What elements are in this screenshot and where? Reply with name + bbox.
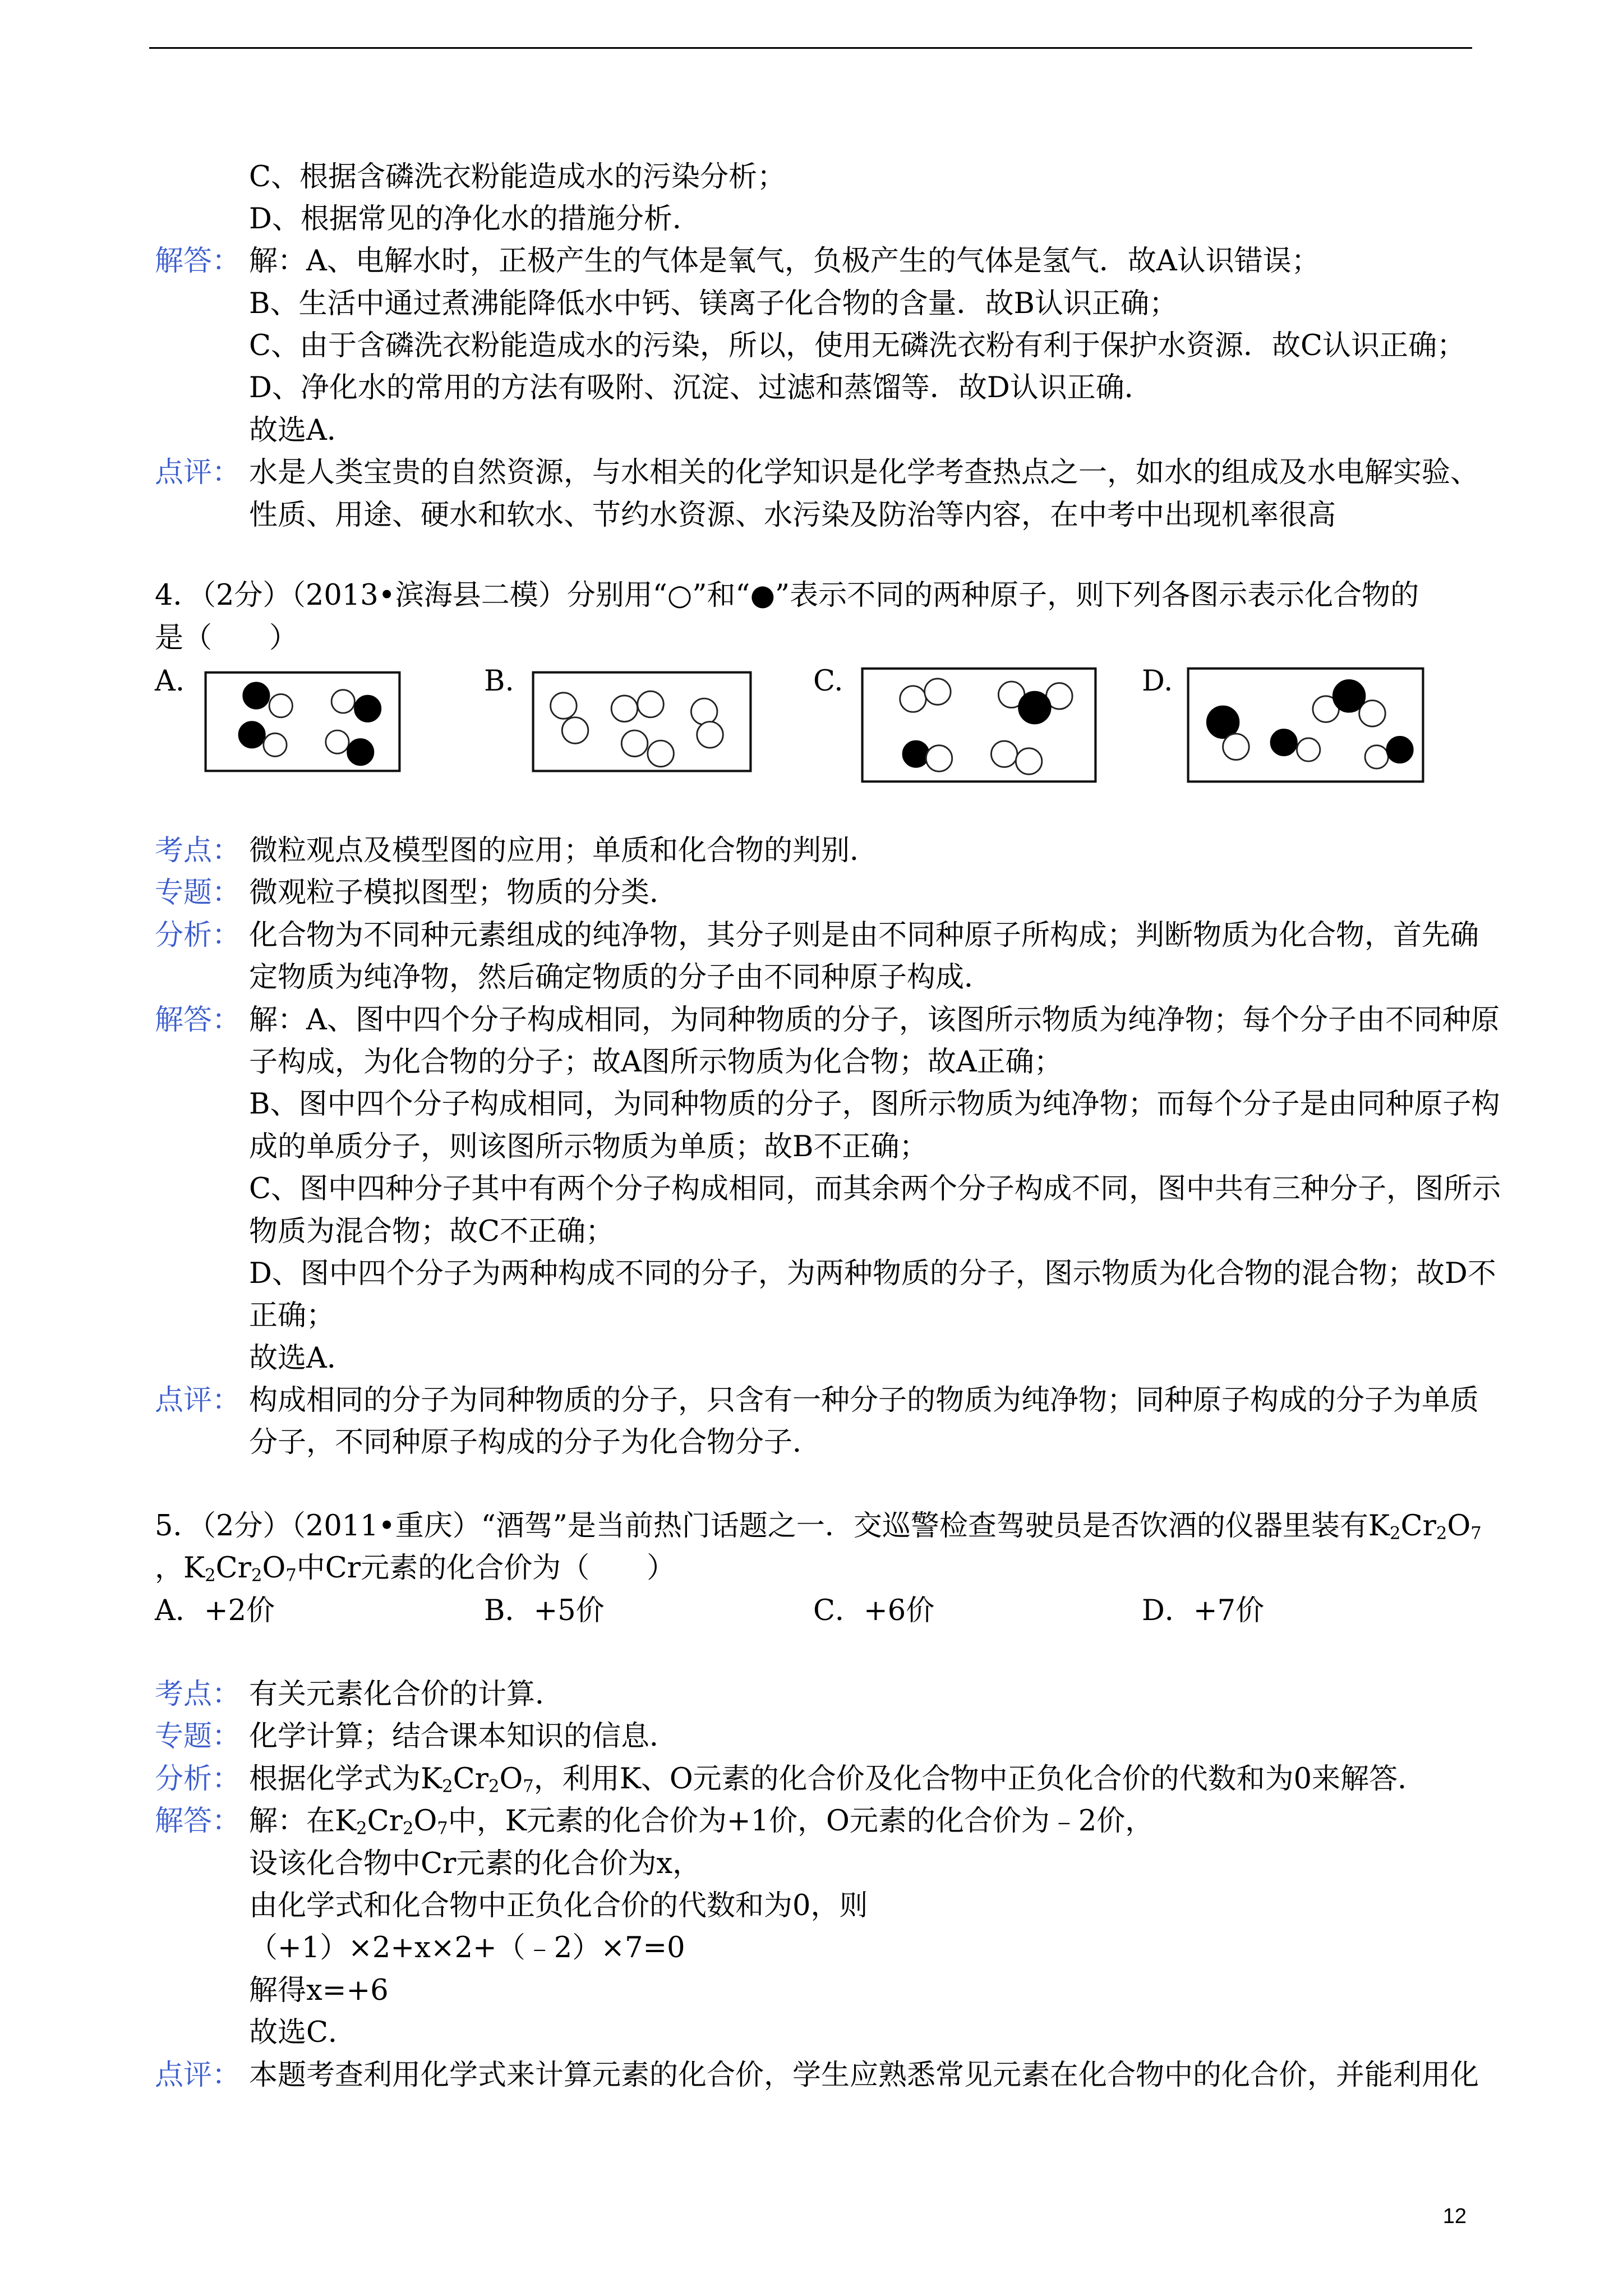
formula-subscript: 2 <box>251 1566 262 1586</box>
formula-element: Cr <box>453 1762 488 1796</box>
q4-answer-line: 故选A． <box>249 1341 356 1375</box>
text-line <box>155 283 1501 325</box>
formula-subscript: 7 <box>437 1819 448 1839</box>
q5-answer-line <box>249 1800 1154 1842</box>
formula-element: K <box>421 1762 442 1796</box>
q3-comment-line: 性质、用途、硬水和软水、节约水资源、水污染及防治等内容，在中考中出现机率很高 <box>249 498 1336 532</box>
formula-element: O <box>499 1762 523 1796</box>
formula-element: K <box>183 1552 205 1585</box>
text-line <box>155 1041 1501 1083</box>
q4-solution-block <box>155 830 1501 1464</box>
formula-element: K <box>1368 1510 1390 1543</box>
formula-subscript: 7 <box>523 1777 534 1797</box>
atom-filled <box>1271 729 1297 756</box>
q5-topic: 化学计算；结合课本知识的信息． <box>249 1720 679 1754</box>
atom-filled <box>903 741 929 767</box>
atom-open <box>611 696 638 722</box>
q3-solution-block <box>155 156 1501 537</box>
formula-element: Cr <box>367 1805 403 1838</box>
text-line <box>155 1126 1501 1168</box>
text-line <box>155 830 1501 872</box>
formula-element: O <box>413 1805 437 1838</box>
formula-subscript: 2 <box>1390 1524 1401 1544</box>
text-line <box>155 1758 1501 1800</box>
q3-comment-line: 水是人类宝贵的自然资源，与水相关的化学知识是化学考查热点之一，如水的组成及水电解实验、 <box>249 456 1479 490</box>
formula-k2cr2o7 <box>335 1805 448 1838</box>
q4-stem <box>155 574 1501 659</box>
atom-open <box>621 730 648 757</box>
text-line <box>155 494 1501 536</box>
text-line <box>155 914 1501 956</box>
atom-filled <box>239 722 265 748</box>
text-line <box>155 617 1501 659</box>
q5-analysis-text: ，利用K、O元素的化合价及化合物中正负化合价的代数和为0来解答． <box>533 1762 1427 1796</box>
text-line <box>155 1083 1501 1125</box>
q4-answer-line: 物质为混合物；故C不正确； <box>249 1214 615 1248</box>
formula-element: O <box>262 1552 286 1585</box>
formula-element: Cr <box>215 1552 251 1585</box>
analysis-label: 分析： <box>155 918 241 952</box>
q5-answer-text: 解：在 <box>249 1805 335 1838</box>
text-line <box>155 1253 1501 1295</box>
q4-answer-line: 正确； <box>249 1299 335 1333</box>
text-line <box>155 1547 1501 1589</box>
comment-label: 点评： <box>155 456 241 490</box>
q3-answer-line: 故选A． <box>249 413 356 447</box>
text-line <box>155 1673 1501 1715</box>
text-line <box>155 452 1501 494</box>
formula-subscript: 2 <box>403 1819 414 1839</box>
q5-stem <box>155 1505 1501 1632</box>
q5-keypoint: 有关元素化合价的计算． <box>249 1678 564 1711</box>
text-line <box>155 872 1501 914</box>
text-line <box>155 1337 1501 1379</box>
formula-subscript: 2 <box>1436 1524 1447 1544</box>
q5-option-b: B．+5价 <box>484 1594 605 1627</box>
formula-subscript: 2 <box>356 1819 367 1839</box>
atom-filled <box>348 739 374 765</box>
q4-comment-line: 构成相同的分子为同种物质的分子，只含有一种分子的物质为纯净物；同种原子构成的分子为单质 <box>249 1384 1479 1418</box>
atom-filled <box>243 683 269 708</box>
formula-element: Cr <box>1400 1510 1436 1543</box>
analysis-label: 分析： <box>155 1762 241 1796</box>
atom-open <box>1016 748 1041 774</box>
atom-open <box>648 740 674 767</box>
formula-k2cr2o7 <box>421 1763 534 1796</box>
text-line <box>155 999 1501 1041</box>
option-d-label: D. <box>1142 665 1173 698</box>
q5-option-a: A．+2价 <box>155 1594 275 1627</box>
text-line <box>155 2012 1501 2054</box>
atom-open <box>991 741 1017 767</box>
formula-subscript: 7 <box>285 1566 297 1586</box>
q5-analysis-text: 根据化学式为 <box>249 1762 421 1796</box>
q3-analysis-line: D、根据常见的净化水的措施分析． <box>249 202 701 236</box>
q4-answer-line: D、图中四个分子为两种构成不同的分子，为两种物质的分子，图示物质为化合物的混合物；故D不 <box>249 1257 1496 1290</box>
atom-filled <box>354 696 380 721</box>
text-line <box>155 956 1501 999</box>
q5-option-c: C．+6价 <box>813 1594 935 1627</box>
q4-comment-line: 分子，不同种原子构成的分子为化合物分子． <box>249 1426 822 1460</box>
answer-label: 解答： <box>155 1805 241 1838</box>
formula-element: K <box>335 1805 357 1838</box>
formula-element: O <box>1447 1510 1471 1543</box>
q4-topic: 微观粒子模拟图型；物质的分类． <box>249 876 679 910</box>
option-d-diagram <box>1187 667 1424 783</box>
text-line <box>155 156 1501 198</box>
atom-filled <box>1333 680 1365 712</box>
keypoint-label: 考点： <box>155 1678 241 1711</box>
atom-open <box>264 733 287 756</box>
atom-open <box>331 690 354 713</box>
text-line <box>155 1295 1501 1337</box>
q3-answer-line: D、净化水的常用的方法有吸附、沉淀、过滤和蒸馏等．故D认识正确． <box>249 371 1153 405</box>
formula-k2cr2o7 <box>1368 1510 1482 1543</box>
atom-open <box>900 686 926 712</box>
q5-comment-line: 本题考查利用化学式来计算元素的化合价，学生应熟悉常见元素在化合物中的化合价，并能利用化 <box>249 2058 1479 2092</box>
q5-solution-block <box>155 1673 1501 2096</box>
text-line <box>155 1800 1501 1842</box>
q5-stem-text: 中Cr元素的化合价为（ ） <box>296 1552 676 1585</box>
formula-k2cr2o7 <box>183 1552 297 1585</box>
q5-option-d: D．+7价 <box>1142 1594 1265 1627</box>
answer-label: 解答： <box>155 1003 241 1037</box>
text-line <box>155 2054 1501 2096</box>
q5-stem-line <box>155 1547 675 1589</box>
text-line <box>155 1885 1501 1927</box>
q5-answer-line: 故选C． <box>249 2016 357 2050</box>
q3-answer-line: B、生活中通过煮沸能降低水中钙、镁离子化合物的含量．故B认识正确； <box>249 287 1178 320</box>
atom-filled <box>1019 692 1051 724</box>
header-rule <box>149 47 1472 49</box>
text-line <box>155 240 1501 282</box>
q5-analysis-line <box>249 1758 1426 1800</box>
atom-open <box>925 679 951 705</box>
formula-subscript: 2 <box>442 1777 453 1797</box>
q5-answer-line: 设该化合物中Cr元素的化合价为x， <box>249 1847 702 1880</box>
topic-label: 专题： <box>155 876 241 910</box>
comment-label: 点评： <box>155 2058 241 2092</box>
option-b-diagram <box>532 671 752 772</box>
atom-open <box>269 694 292 717</box>
text-line <box>155 198 1501 240</box>
text-line <box>155 1379 1501 1421</box>
atom-open <box>926 746 952 771</box>
option-a-label: A. <box>155 665 185 698</box>
q4-stem-line: 4．（2分）（2013•滨海县二模）分别用“○”和“●”表示不同的两种原子，则下列各图示表示化合物的 <box>155 579 1419 613</box>
q5-stem-text: 5．（2分）（2011•重庆）“酒驾”是当前热门话题之一．交巡警检查驾驶员是否饮酒的仪器里装有 <box>155 1510 1368 1543</box>
text-line <box>155 1927 1501 1969</box>
option-a-diagram <box>204 671 401 772</box>
q4-keypoint: 微粒观点及模型图的应用；单质和化合物的判别． <box>249 834 879 867</box>
q4-analysis-line: 定物质为纯净物，然后确定物质的分子由不同种原子构成． <box>249 961 993 995</box>
q3-answer-line: 解：A、电解水时，正极产生的气体是氧气，负极产生的气体是氢气．故A认识错误； <box>249 245 1320 278</box>
q5-stem-line <box>155 1505 1482 1547</box>
q3-answer-line: C、由于含磷洗衣粉能造成水的污染，所以，使用无磷洗衣粉有利于保护水资源．故C认识正确； <box>249 329 1466 363</box>
formula-subscript: 2 <box>488 1777 500 1797</box>
formula-subscript: 2 <box>205 1566 216 1586</box>
comment-label: 点评： <box>155 1384 241 1418</box>
atom-open <box>691 698 717 725</box>
q4-answer-line: B、图中四个分子构成相同，为同种物质的分子，图所示物质为纯净物；而每个分子是由同种原子构 <box>249 1088 1500 1121</box>
option-c-label: C. <box>813 665 843 698</box>
atom-open <box>638 691 664 717</box>
q4-answer-line: 解：A、图中四个分子构成相同，为同种物质的分子，该图所示物质为纯净物；每个分子由不同种原 <box>249 1003 1500 1037</box>
atom-filled <box>1387 737 1413 763</box>
atom-open <box>326 730 349 753</box>
atom-open <box>1223 734 1249 760</box>
text-line <box>155 1168 1501 1210</box>
q4-analysis-line: 化合物为不同种元素组成的纯净物，其分子则是由不同种原子所构成；判断物质为化合物，首先确 <box>249 918 1479 952</box>
q5-answer-line: 由化学式和化合物中正负化合价的代数和为0，则 <box>249 1889 868 1922</box>
atom-open <box>551 693 577 719</box>
options-row <box>155 1590 1501 1632</box>
text-line <box>155 1970 1501 2012</box>
text-line <box>155 1505 1501 1547</box>
text-line <box>155 1715 1501 1757</box>
q4-answer-line: 子构成，为化合物的分子；故A图所示物质为化合物；故A正确； <box>249 1045 1063 1079</box>
topic-label: 专题： <box>155 1720 241 1754</box>
q4-stem-line: 是（ ） <box>155 621 298 655</box>
option-c-diagram <box>861 667 1097 783</box>
text-line <box>155 367 1501 409</box>
text-line <box>155 1421 1501 1464</box>
answer-label: 解答： <box>155 245 241 278</box>
q4-answer-line: C、图中四种分子其中有两个分子构成相同，而其余两个分子构成不同，图中共有三种分子，图所示 <box>249 1172 1501 1206</box>
q5-answer-line: （+1）×2+x×2+（﹣2）×7=0 <box>249 1931 685 1965</box>
q5-stem-text: ， <box>155 1552 184 1585</box>
q3-analysis-line: C、根据含磷洗衣粉能造成水的污染分析； <box>249 160 786 194</box>
text-line <box>155 1211 1501 1253</box>
text-line <box>155 1843 1501 1885</box>
option-b-label: B. <box>484 665 514 698</box>
formula-subscript: 7 <box>1470 1524 1482 1544</box>
text-line <box>155 325 1501 367</box>
atom-open <box>697 722 723 748</box>
atom-open <box>1297 738 1320 761</box>
keypoint-label: 考点： <box>155 834 241 867</box>
q4-answer-line: 成的单质分子，则该图所示物质为单质；故B不正确； <box>249 1130 928 1163</box>
atom-open <box>562 717 588 744</box>
text-line <box>155 409 1501 452</box>
atom-open <box>1365 746 1388 769</box>
q5-answer-text: 中，K元素的化合价为+1价，O元素的化合价为﹣2价， <box>448 1805 1154 1838</box>
page-number: 12 <box>1442 2205 1467 2228</box>
text-line <box>155 574 1501 616</box>
q5-answer-line: 解得x=+6 <box>249 1973 389 2007</box>
